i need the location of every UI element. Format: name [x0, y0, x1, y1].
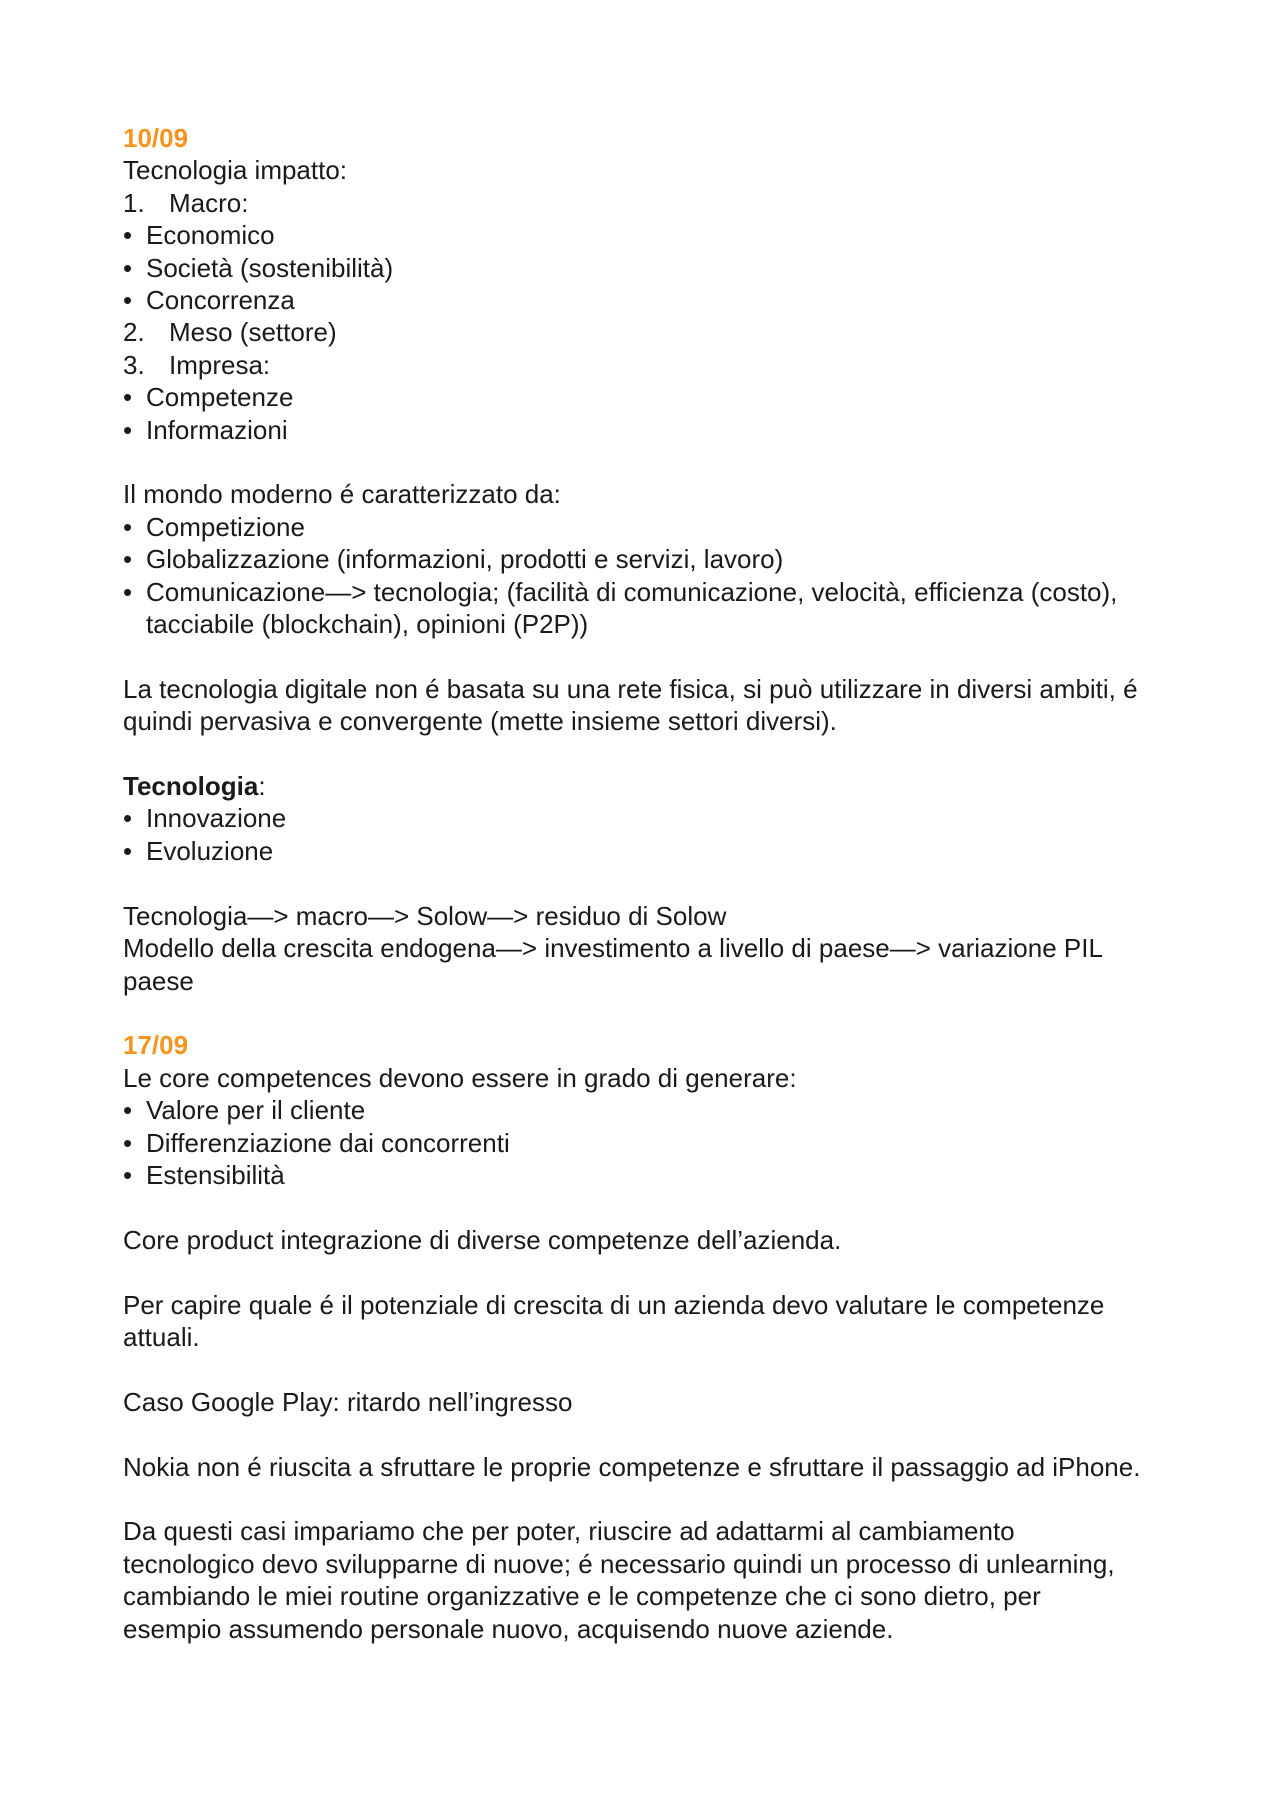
spacer [123, 997, 1143, 1029]
technology-list [123, 802, 1143, 867]
list-item-text: Competenze [146, 382, 294, 413]
list-number: 2. [123, 317, 145, 348]
list-item-text: Estensibilità [146, 1159, 285, 1190]
list-item [123, 1094, 1143, 1126]
list-item [123, 1127, 1143, 1159]
paragraph: Per capire quale é il potenziale di crescita di un azienda devo valutare le competenze attuali. [123, 1289, 1105, 1352]
bullet-icon: • [123, 382, 133, 413]
list-item-text: Differenziazione dai concorrenti [146, 1127, 510, 1158]
bullet-icon: • [123, 576, 133, 607]
paragraph: Core product integrazione di diverse competenze dell’azienda. [123, 1224, 842, 1255]
solow-line: Tecnologia—> macro—> Solow—> residuo di Solow [123, 900, 727, 931]
spacer [123, 1256, 1143, 1288]
impact-intro: Tecnologia impatto: [123, 155, 348, 186]
bullet-icon: • [123, 252, 133, 283]
impact-sublist [123, 219, 1143, 316]
spacer [123, 1418, 1143, 1450]
core-competences-intro: Le core competences devono essere in grado di generare: [123, 1062, 797, 1093]
spacer [123, 1483, 1143, 1515]
notes-section-1 [123, 122, 1143, 1029]
bullet-icon: • [123, 220, 133, 251]
section-date: 10/09 [123, 123, 189, 153]
impact-item [123, 349, 1143, 446]
list-item [123, 414, 1143, 446]
technology-heading [123, 770, 1143, 802]
list-item-text: Globalizzazione (informazioni, prodotti e servizi, lavoro) [146, 544, 784, 575]
list-item-text: Valore per il cliente [146, 1095, 366, 1126]
impact-label: Meso (settore) [169, 317, 337, 348]
section-date: 17/09 [123, 1030, 189, 1061]
paragraph: Nokia non é riuscita a sfruttare le proprie competenze e sfruttare il passaggio ad iPhone. [123, 1451, 1141, 1482]
paragraph: Caso Google Play: ritardo nell’ingresso [123, 1386, 573, 1417]
list-item-text: Concorrenza [146, 285, 295, 316]
list-item [123, 1159, 1143, 1191]
spacer [123, 640, 1143, 672]
growth-model-line: Modello della crescita endogena—> investimento a livello di paese—> variazione PIL paese [123, 933, 1102, 996]
impact-list [123, 187, 1143, 446]
impact-label: Macro: [169, 187, 249, 218]
list-item [123, 835, 1143, 867]
impact-item [123, 316, 1143, 348]
list-item-text: Competizione [146, 511, 305, 542]
impact-label: Impresa: [169, 349, 271, 380]
list-item [123, 802, 1143, 834]
bullet-icon: • [123, 285, 133, 316]
paragraph: Da questi casi impariamo che per poter, riuscire ad adattarmi al cambiamento tecnologico devo svilupparne di nuove; é necessario quindi un processo di unlearning, cambiando le miei routine organizzative e le competenze che ci sono dietro, per esempio assumendo personale nuovo, acquisendo nuove aziende. [123, 1516, 1115, 1644]
list-number: 3. [123, 349, 145, 380]
list-item [123, 511, 1143, 543]
core-competences-list [123, 1094, 1143, 1191]
bullet-icon: • [123, 803, 133, 834]
list-item-text: Economico [146, 220, 275, 251]
list-item [123, 252, 1143, 284]
notes-section-2 [123, 1029, 1143, 1645]
modern-world-list [123, 511, 1143, 641]
list-item [123, 576, 1143, 641]
list-item-text: Comunicazione—> tecnologia; (facilità di comunicazione, velocità, efficienza (costo), tacciabile (blockchain), opinioni (P2P)) [146, 576, 1118, 640]
technology-heading-label: Tecnologia [123, 771, 259, 802]
bullet-icon: • [123, 1159, 133, 1190]
list-item-text: Innovazione [146, 803, 287, 834]
spacer [123, 446, 1143, 478]
bullet-icon: • [123, 511, 133, 542]
list-item [123, 219, 1143, 251]
bullet-icon: • [123, 1127, 133, 1158]
bullet-icon: • [123, 835, 133, 866]
list-item-text: Evoluzione [146, 835, 274, 866]
spacer [123, 867, 1143, 899]
technology-heading-colon: : [258, 771, 266, 802]
spacer [123, 1191, 1143, 1223]
list-item [123, 543, 1143, 575]
impact-item [123, 187, 1143, 317]
modern-world-intro: Il mondo moderno é caratterizzato da: [123, 479, 561, 510]
list-item-text: Società (sostenibilità) [146, 252, 394, 283]
list-item-text: Informazioni [146, 414, 288, 445]
list-item [123, 381, 1143, 413]
document-page [123, 122, 1143, 1645]
bullet-icon: • [123, 1095, 133, 1126]
digital-tech-paragraph: La tecnologia digitale non é basata su una rete fisica, si può utilizzare in diversi ambiti, é quindi pervasiva e convergente (mette insieme settori diversi). [123, 673, 1138, 737]
list-number: 1. [123, 187, 145, 218]
bullet-icon: • [123, 414, 133, 445]
list-item [123, 284, 1143, 316]
spacer [123, 738, 1143, 770]
impact-sublist [123, 381, 1143, 446]
bullet-icon: • [123, 544, 133, 575]
spacer [123, 1353, 1143, 1385]
